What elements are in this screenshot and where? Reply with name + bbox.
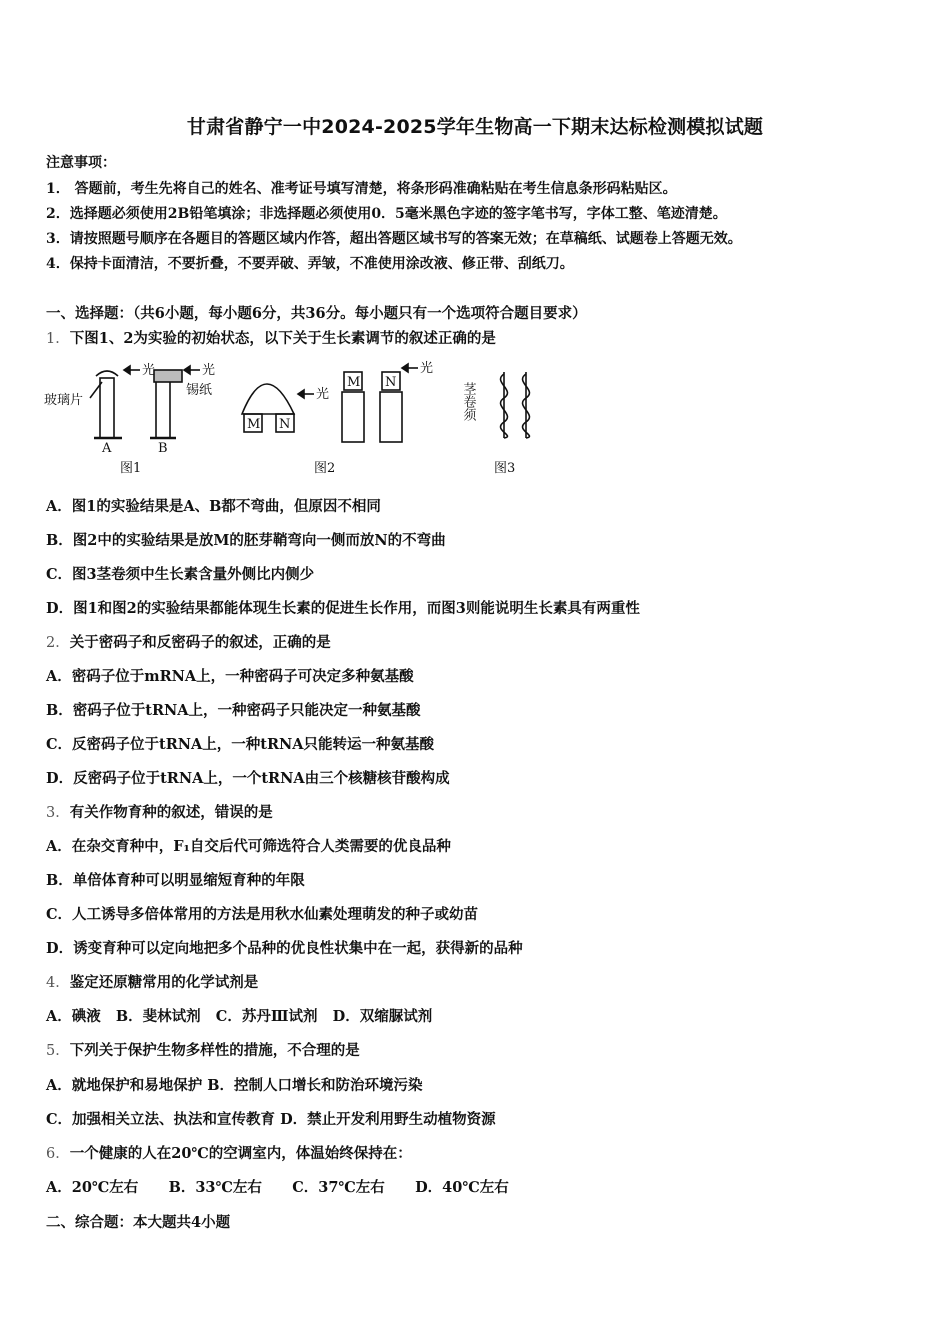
notice-item: 2．选择题必须使用2B铅笔填涂；非选择题必须使用0．5毫米黑色字迹的签字笔书写，字体工整、笔迹清楚。 bbox=[46, 206, 727, 222]
label-n: N bbox=[279, 417, 291, 432]
question-number: 2． bbox=[46, 635, 70, 651]
question-5 bbox=[46, 1039, 360, 1060]
light-label: 光 bbox=[142, 363, 156, 378]
option: D．诱变育种可以定向地把多个品种的优良性状集中在一起，获得新的品种 bbox=[46, 940, 523, 957]
question-number: 6． bbox=[46, 1146, 70, 1162]
question-number: 5． bbox=[46, 1043, 70, 1059]
question-4 bbox=[46, 971, 258, 992]
shoot-b bbox=[156, 378, 170, 438]
fig3-label: 图3 bbox=[494, 461, 516, 476]
option: A．图1的实验结果是A、B都不弯曲，但原因不相同 bbox=[46, 498, 381, 515]
fig1-label: 图1 bbox=[120, 461, 142, 476]
option: B．单倍体育种可以明显缩短育种的年限 bbox=[46, 872, 305, 889]
light-label: 光 bbox=[420, 361, 434, 376]
option: C．人工诱导多倍体常用的方法是用秋水仙素处理萌发的种子或幼苗 bbox=[46, 906, 479, 923]
foil-label: 锡纸 bbox=[186, 383, 213, 398]
figure-svg bbox=[44, 356, 564, 486]
question-stem: 一个健康的人在20℃的空调室内，体温始终保持在： bbox=[69, 1145, 412, 1162]
question-6 bbox=[46, 1142, 412, 1163]
option: A．就地保护和易地保护 B．控制人口增长和防治环境污染 bbox=[46, 1077, 423, 1094]
option: B．密码子位于tRNA上，一种密码子只能决定一种氨基酸 bbox=[46, 702, 421, 719]
notice-item: 3．请按照题号顺序在各题目的答题区域内作答，超出答题区域书写的答案无效；在草稿纸、试题卷上答题无效。 bbox=[46, 231, 742, 247]
glass-label: 玻璃片 bbox=[44, 393, 84, 408]
glass-plate bbox=[96, 371, 118, 376]
tendril-label: 茎卷须 bbox=[460, 382, 476, 421]
section1-heading: 一、选择题：（共6小题，每小题6分，共36分。每小题只有一个选项符合题目要求） bbox=[46, 305, 587, 322]
fig2-label: 图2 bbox=[314, 461, 336, 476]
label-m: M bbox=[247, 417, 261, 432]
question-number: 4． bbox=[46, 975, 70, 991]
notice-item: 1． 答题前，考生先将自己的姓名、准考证号填写清楚，将条形码准确粘贴在考生信息条形码粘贴区。 bbox=[46, 181, 677, 197]
question-stem: 关于密码子和反密码子的叙述，正确的是 bbox=[69, 634, 331, 651]
notice-item: 4．保持卡面清洁，不要折叠，不要弄破、弄皱，不准使用涂改液、修正带、刮纸刀。 bbox=[46, 256, 574, 272]
option: C．反密码子位于tRNA上，一种tRNA只能转运一种氨基酸 bbox=[46, 736, 435, 753]
question-1 bbox=[46, 327, 496, 348]
page-title: 甘肃省静宁一中2024-2025学年生物高一下期末达标检测模拟试题 bbox=[186, 116, 764, 138]
light-label: 光 bbox=[202, 363, 216, 378]
question-1-figure bbox=[44, 356, 564, 486]
option: A．20℃左右 B．33℃左右 C．37℃左右 D．40℃左右 bbox=[46, 1179, 509, 1196]
shoot-m bbox=[342, 392, 364, 442]
option: C．图3茎卷须中生长素含量外侧比内侧少 bbox=[46, 566, 315, 583]
question-stem: 鉴定还原糖常用的化学试剂是 bbox=[69, 974, 259, 991]
tin-foil-cap bbox=[154, 370, 182, 382]
question-stem: 下列关于保护生物多样性的措施，不合理的是 bbox=[69, 1042, 360, 1059]
option: A．碘液 B．斐林试剂 C．苏丹Ⅲ试剂 D．双缩脲试剂 bbox=[46, 1008, 433, 1025]
option: A．在杂交育种中，F₁自交后代可筛选符合人类需要的优良品种 bbox=[46, 838, 451, 855]
option: C．加强相关立法、执法和宣传教育 D．禁止开发利用野生动植物资源 bbox=[46, 1111, 496, 1128]
question-3 bbox=[46, 801, 273, 822]
option: B．图2中的实验结果是放M的胚芽鞘弯向一侧而放N的不弯曲 bbox=[46, 532, 446, 549]
question-stem: 下图1、2为实验的初始状态，以下关于生长素调节的叙述正确的是 bbox=[69, 330, 496, 347]
shoot-tip bbox=[242, 384, 294, 414]
section2-heading: 二、综合题：本大题共4小题 bbox=[46, 1214, 231, 1231]
question-number: 1． bbox=[46, 331, 70, 347]
question-2 bbox=[46, 631, 331, 652]
label-a: A bbox=[102, 441, 112, 456]
question-number: 3． bbox=[46, 805, 70, 821]
label-n: N bbox=[385, 375, 397, 390]
option: D．反密码子位于tRNA上，一个tRNA由三个核糖核苷酸构成 bbox=[46, 770, 450, 787]
option: A．密码子位于mRNA上，一种密码子可决定多种氨基酸 bbox=[46, 668, 414, 685]
light-label: 光 bbox=[316, 387, 330, 402]
label-m: M bbox=[347, 375, 361, 390]
notice-heading: 注意事项： bbox=[46, 155, 116, 171]
option: D．图1和图2的实验结果都能体现生长素的促进生长作用，而图3则能说明生长素具有两重性 bbox=[46, 600, 640, 617]
shoot-n bbox=[380, 392, 402, 442]
shoot-a bbox=[100, 378, 114, 438]
question-stem: 有关作物育种的叙述，错误的是 bbox=[69, 804, 273, 821]
label-b: B bbox=[158, 441, 168, 456]
